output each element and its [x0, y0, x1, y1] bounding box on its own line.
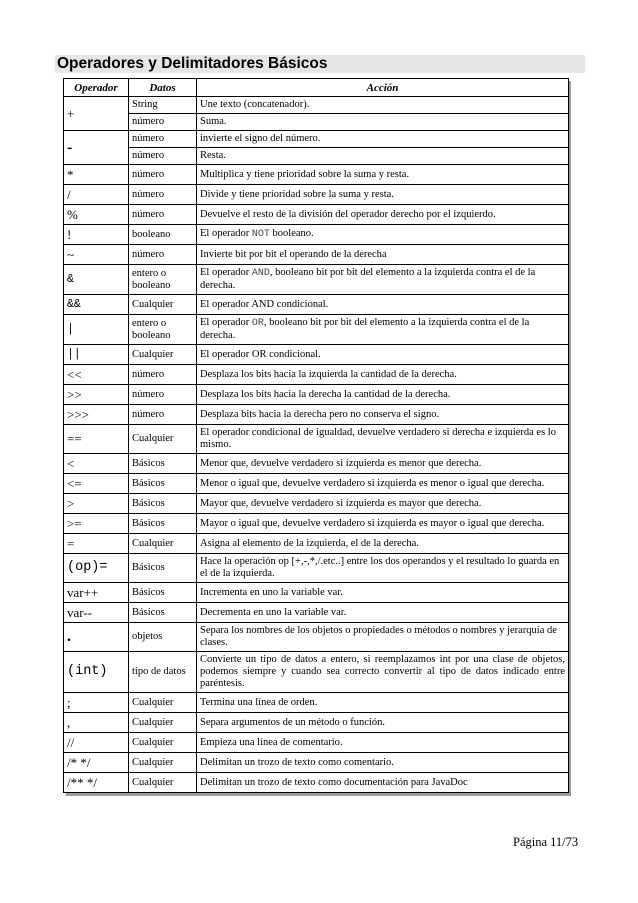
accion-cell: [197, 315, 569, 345]
accion-cell: Mayor o igual que, devuelve verdadero si izquierda es mayor o igual que derecha.: [197, 514, 569, 534]
accion-cell: Invierte bit por bit el operando de la derecha: [197, 245, 569, 265]
operator-cell: *: [64, 165, 129, 185]
accion-cell: [197, 265, 569, 295]
operator-cell: >: [64, 494, 129, 514]
operator-cell: /: [64, 185, 129, 205]
header-accion: Acción: [197, 79, 569, 97]
table-row: [64, 474, 569, 494]
operator-cell: <<: [64, 365, 129, 385]
datos-cell: Básicos: [129, 603, 197, 623]
table-row: [64, 165, 569, 185]
operator-cell: /** */: [64, 773, 129, 793]
datos-cell: número: [129, 114, 197, 131]
datos-cell: Básicos: [129, 583, 197, 603]
table-row: [64, 345, 569, 365]
operator-cell: -: [64, 131, 129, 165]
datos-cell: Cualquier: [129, 345, 197, 365]
accion-cell: Divide y tiene prioridad sobre la suma y resta.: [197, 185, 569, 205]
table-row: [64, 753, 569, 773]
accion-cell: Convierte un tipo de datos a entero, si reemplazamos int por una clase de objetos, podemos siempre y cuando sea correcto convertir al tipo de datos indicado entre paréntesis.: [197, 652, 569, 693]
table-row: [64, 205, 569, 225]
operator-cell: >=: [64, 514, 129, 534]
accion-text: El operador: [200, 317, 252, 328]
accion-cell: Delimitan un trozo de texto como documentación para JavaDoc: [197, 773, 569, 793]
datos-cell: número: [129, 148, 197, 165]
table-body: [64, 97, 569, 793]
datos-cell: Básicos: [129, 494, 197, 514]
operator-cell: var++: [64, 583, 129, 603]
accion-cell: Incrementa en uno la variable var.: [197, 583, 569, 603]
accion-cell: Multiplica y tiene prioridad sobre la suma y resta.: [197, 165, 569, 185]
datos-cell: Cualquier: [129, 733, 197, 753]
datos-cell: Básicos: [129, 474, 197, 494]
operator-cell: !: [64, 225, 129, 245]
datos-cell: Cualquier: [129, 693, 197, 713]
operator-cell: =: [64, 534, 129, 554]
datos-cell: número: [129, 165, 197, 185]
operator-cell: /* */: [64, 753, 129, 773]
table-row: [64, 225, 569, 245]
operator-cell: +: [64, 97, 129, 131]
datos-cell: número: [129, 365, 197, 385]
table-row: [64, 185, 569, 205]
accion-cell: [197, 225, 569, 245]
table-row: [64, 713, 569, 733]
operator-cell: (int): [64, 652, 129, 693]
header-operador: Operador: [64, 79, 129, 97]
table-row: [64, 365, 569, 385]
table-row: [64, 514, 569, 534]
datos-cell: número: [129, 185, 197, 205]
operator-cell: %: [64, 205, 129, 225]
accion-cell: Mayor que, devuelve verdadero si izquierda es mayor que derecha.: [197, 494, 569, 514]
operator-cell: ||: [64, 345, 129, 365]
accion-code: OR: [251, 318, 264, 329]
accion-cell: invierte el signo del número.: [197, 131, 569, 148]
table-header-row: [64, 79, 569, 97]
table-row: [64, 534, 569, 554]
datos-cell: Cualquier: [129, 295, 197, 315]
accion-cell: Une texto (concatenador).: [197, 97, 569, 114]
datos-cell: Básicos: [129, 554, 197, 583]
operator-cell: &&: [64, 295, 129, 315]
accion-cell: El operador OR condicional.: [197, 345, 569, 365]
operator-cell: &: [64, 265, 129, 295]
datos-cell: Cualquier: [129, 425, 197, 454]
table-row: [64, 554, 569, 583]
datos-cell: String: [129, 97, 197, 114]
accion-cell: Desplaza los bits hacia la izquierda la cantidad de la derecha.: [197, 365, 569, 385]
datos-cell: booleano: [129, 225, 197, 245]
table-row: [64, 693, 569, 713]
operators-table-container: [63, 78, 568, 793]
accion-cell: Decrementa en uno la variable var.: [197, 603, 569, 623]
operator-cell: <: [64, 454, 129, 474]
table-row: [64, 148, 569, 165]
section-heading: Operadores y Delimitadores Básicos: [55, 55, 585, 73]
datos-cell: entero o booleano: [129, 315, 197, 345]
table-row: [64, 494, 569, 514]
accion-code: NOT: [251, 229, 270, 240]
accion-cell: Suma.: [197, 114, 569, 131]
table-row: [64, 583, 569, 603]
accion-text: booleano.: [269, 228, 314, 239]
datos-cell: número: [129, 131, 197, 148]
operator-cell: ==: [64, 425, 129, 454]
accion-text: , booleano bit por bit del elemento a la izquierda contra el de la derecha.: [200, 267, 536, 291]
table-row: [64, 652, 569, 693]
operator-cell: |: [64, 315, 129, 345]
accion-cell: Menor o igual que, devuelve verdadero si izquierda es menor o igual que derecha.: [197, 474, 569, 494]
accion-cell: Devuelve el resto de la división del operador derecho por el izquierdo.: [197, 205, 569, 225]
table-row: [64, 131, 569, 148]
datos-cell: tipo de datos: [129, 652, 197, 693]
accion-cell: Menor que, devuelve verdadero si izquierda es menor que derecha.: [197, 454, 569, 474]
table-row: [64, 405, 569, 425]
table-row: [64, 315, 569, 345]
operator-cell: >>: [64, 385, 129, 405]
page-number: Página 11/73: [513, 835, 579, 849]
accion-cell: Desplaza bits hacia la derecha pero no conserva el signo.: [197, 405, 569, 425]
datos-cell: entero o booleano: [129, 265, 197, 295]
operator-cell: .: [64, 623, 129, 652]
table-row: [64, 114, 569, 131]
datos-cell: número: [129, 405, 197, 425]
accion-text: , booleano bit por bit del elemento a la izquierda contra el de la derecha.: [200, 317, 530, 341]
datos-cell: objetos: [129, 623, 197, 652]
operators-table: [63, 78, 569, 793]
accion-cell: El operador AND condicional.: [197, 295, 569, 315]
operator-cell: var--: [64, 603, 129, 623]
accion-cell: Separa los nombres de los objetos o propiedades o métodos o nombres y jerarquía de clases.: [197, 623, 569, 652]
accion-cell: Hace la operación op [+,-,*,/.etc..] entre los dos operandos y el resultado lo guarda en el de la izquierda.: [197, 554, 569, 583]
accion-text: El operador: [200, 228, 252, 239]
table-row: [64, 245, 569, 265]
operator-cell: ,: [64, 713, 129, 733]
accion-cell: El operador condicional de igualdad, devuelve verdadero si derecha e izquierda es lo mismo.: [197, 425, 569, 454]
table-row: [64, 603, 569, 623]
accion-cell: Resta.: [197, 148, 569, 165]
operator-cell: >>>: [64, 405, 129, 425]
datos-cell: Cualquier: [129, 753, 197, 773]
datos-cell: Cualquier: [129, 534, 197, 554]
table-row: [64, 295, 569, 315]
accion-code: AND: [251, 268, 270, 279]
accion-cell: Termina una línea de orden.: [197, 693, 569, 713]
table-row: [64, 733, 569, 753]
datos-cell: Básicos: [129, 514, 197, 534]
datos-cell: número: [129, 245, 197, 265]
accion-cell: Asigna al elemento de la izquierda, el de la derecha.: [197, 534, 569, 554]
table-row: [64, 385, 569, 405]
accion-cell: Separa argumentos de un método o función.: [197, 713, 569, 733]
table-row: [64, 265, 569, 295]
table-row: [64, 623, 569, 652]
table-row: [64, 425, 569, 454]
accion-text: El operador: [200, 267, 252, 278]
accion-cell: Desplaza los bits hacia la derecha la cantidad de la derecha.: [197, 385, 569, 405]
operator-cell: (op)=: [64, 554, 129, 583]
operator-cell: ;: [64, 693, 129, 713]
datos-cell: Básicos: [129, 454, 197, 474]
datos-cell: Cualquier: [129, 773, 197, 793]
header-datos: Datos: [129, 79, 197, 97]
operator-cell: <=: [64, 474, 129, 494]
table-row: [64, 773, 569, 793]
table-row: [64, 97, 569, 114]
operator-cell: ~: [64, 245, 129, 265]
datos-cell: número: [129, 205, 197, 225]
datos-cell: Cualquier: [129, 713, 197, 733]
accion-cell: Empieza una línea de comentario.: [197, 733, 569, 753]
operator-cell: //: [64, 733, 129, 753]
table-row: [64, 454, 569, 474]
datos-cell: número: [129, 385, 197, 405]
accion-cell: Delimitan un trozo de texto como comentario.: [197, 753, 569, 773]
